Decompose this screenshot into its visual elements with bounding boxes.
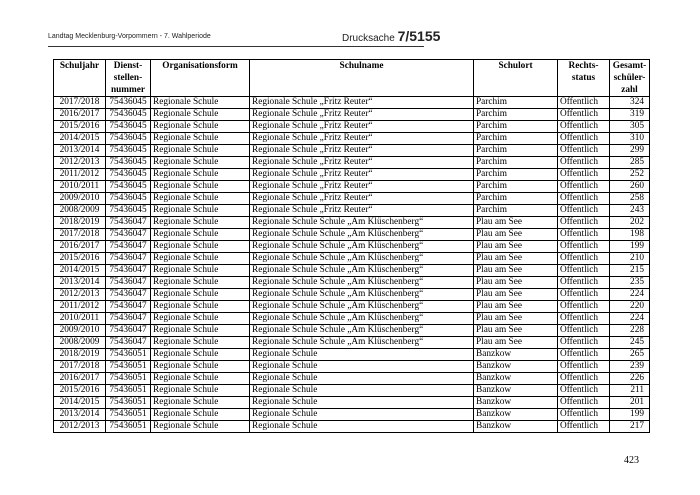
- cell-schuljahr: 2015/2016: [54, 385, 106, 397]
- table-row: [54, 373, 650, 385]
- cell-dienststellennummer: 75436047: [106, 337, 151, 349]
- cell-dienststellennummer: 75436045: [106, 205, 151, 217]
- cell-rechtsstatus: Öffentlich: [558, 265, 610, 277]
- cell-schulort: Plau am See: [474, 217, 558, 229]
- cell-dienststellennummer: 75436051: [106, 349, 151, 361]
- cell-schulname: Regionale Schule Schule „Am Klüschenberg“: [250, 241, 474, 253]
- table-row: [54, 409, 650, 421]
- cell-gesamtschuelerzahl: 305: [610, 121, 650, 133]
- cell-gesamtschuelerzahl: 211: [610, 385, 650, 397]
- cell-schulort: Parchim: [474, 169, 558, 181]
- cell-schulort: Banzkow: [474, 385, 558, 397]
- cell-schulort: Parchim: [474, 157, 558, 169]
- table-row: [54, 193, 650, 205]
- cell-schuljahr: 2014/2015: [54, 397, 106, 409]
- cell-rechtsstatus: Öffentlich: [558, 217, 610, 229]
- cell-schulname: Regionale Schule „Fritz Reuter“: [250, 109, 474, 121]
- cell-schuljahr: 2013/2014: [54, 145, 106, 157]
- table-row: [54, 361, 650, 373]
- cell-schuljahr: 2008/2009: [54, 337, 106, 349]
- cell-schulort: Plau am See: [474, 265, 558, 277]
- cell-schuljahr: 2017/2018: [54, 361, 106, 373]
- cell-schuljahr: 2018/2019: [54, 349, 106, 361]
- header-document-ref: [342, 28, 440, 44]
- cell-rechtsstatus: Öffentlich: [558, 169, 610, 181]
- cell-gesamtschuelerzahl: 202: [610, 217, 650, 229]
- cell-organisationsform: Regionale Schule: [151, 385, 250, 397]
- table-row: [54, 301, 650, 313]
- cell-organisationsform: Regionale Schule: [151, 121, 250, 133]
- table-row: [54, 145, 650, 157]
- cell-schuljahr: 2015/2016: [54, 253, 106, 265]
- header-divider: [48, 46, 424, 47]
- cell-schulname: Regionale Schule: [250, 397, 474, 409]
- table-row: [54, 289, 650, 301]
- cell-schuljahr: 2013/2014: [54, 409, 106, 421]
- cell-schuljahr: 2009/2010: [54, 325, 106, 337]
- table-row: [54, 133, 650, 145]
- cell-dienststellennummer: 75436047: [106, 241, 151, 253]
- cell-schulort: Plau am See: [474, 313, 558, 325]
- cell-rechtsstatus: Öffentlich: [558, 229, 610, 241]
- cell-schuljahr: 2015/2016: [54, 121, 106, 133]
- cell-rechtsstatus: Öffentlich: [558, 133, 610, 145]
- column-header-dienststellennummer: Dienst- stellen- nummer: [106, 60, 151, 97]
- cell-gesamtschuelerzahl: 199: [610, 241, 650, 253]
- school-statistics-table: [53, 59, 650, 433]
- cell-rechtsstatus: Öffentlich: [558, 145, 610, 157]
- cell-schuljahr: 2016/2017: [54, 109, 106, 121]
- cell-rechtsstatus: Öffentlich: [558, 253, 610, 265]
- cell-schulort: Parchim: [474, 121, 558, 133]
- cell-schulname: Regionale Schule: [250, 421, 474, 433]
- cell-organisationsform: Regionale Schule: [151, 265, 250, 277]
- cell-gesamtschuelerzahl: 258: [610, 193, 650, 205]
- cell-organisationsform: Regionale Schule: [151, 325, 250, 337]
- cell-rechtsstatus: Öffentlich: [558, 385, 610, 397]
- cell-gesamtschuelerzahl: 243: [610, 205, 650, 217]
- table-row: [54, 109, 650, 121]
- column-header-schuljahr: Schuljahr: [54, 60, 106, 97]
- cell-schulort: Parchim: [474, 181, 558, 193]
- cell-schulname: Regionale Schule Schule „Am Klüschenberg“: [250, 301, 474, 313]
- cell-rechtsstatus: Öffentlich: [558, 349, 610, 361]
- cell-gesamtschuelerzahl: 215: [610, 265, 650, 277]
- cell-gesamtschuelerzahl: 285: [610, 157, 650, 169]
- cell-schulort: Plau am See: [474, 277, 558, 289]
- cell-organisationsform: Regionale Schule: [151, 109, 250, 121]
- table-row: [54, 265, 650, 277]
- cell-schulname: Regionale Schule Schule „Am Klüschenberg“: [250, 265, 474, 277]
- cell-dienststellennummer: 75436047: [106, 301, 151, 313]
- cell-dienststellennummer: 75436045: [106, 133, 151, 145]
- cell-gesamtschuelerzahl: 226: [610, 373, 650, 385]
- table-row: [54, 157, 650, 169]
- cell-dienststellennummer: 75436047: [106, 277, 151, 289]
- cell-gesamtschuelerzahl: 224: [610, 289, 650, 301]
- cell-schuljahr: 2009/2010: [54, 193, 106, 205]
- cell-gesamtschuelerzahl: 198: [610, 229, 650, 241]
- cell-rechtsstatus: Öffentlich: [558, 193, 610, 205]
- cell-organisationsform: Regionale Schule: [151, 217, 250, 229]
- cell-schuljahr: 2017/2018: [54, 97, 106, 109]
- cell-gesamtschuelerzahl: 224: [610, 313, 650, 325]
- document-number: 7/5155: [397, 28, 441, 44]
- cell-schulort: Parchim: [474, 205, 558, 217]
- page-number: 423: [624, 455, 639, 466]
- column-header-gesamtschuelerzahl: Gesamt- schüler- zahl: [610, 60, 650, 97]
- cell-gesamtschuelerzahl: 299: [610, 145, 650, 157]
- cell-dienststellennummer: 75436051: [106, 361, 151, 373]
- cell-organisationsform: Regionale Schule: [151, 289, 250, 301]
- cell-schulort: Parchim: [474, 133, 558, 145]
- table-row: [54, 337, 650, 349]
- cell-rechtsstatus: Öffentlich: [558, 277, 610, 289]
- cell-schulort: Parchim: [474, 97, 558, 109]
- cell-gesamtschuelerzahl: 245: [610, 337, 650, 349]
- cell-organisationsform: Regionale Schule: [151, 301, 250, 313]
- cell-rechtsstatus: Öffentlich: [558, 109, 610, 121]
- cell-organisationsform: Regionale Schule: [151, 421, 250, 433]
- cell-schulort: Plau am See: [474, 325, 558, 337]
- cell-schuljahr: 2010/2011: [54, 313, 106, 325]
- cell-schulname: Regionale Schule Schule „Am Klüschenberg“: [250, 337, 474, 349]
- cell-gesamtschuelerzahl: 319: [610, 109, 650, 121]
- table-row: [54, 325, 650, 337]
- cell-dienststellennummer: 75436045: [106, 181, 151, 193]
- cell-schulname: Regionale Schule: [250, 409, 474, 421]
- cell-organisationsform: Regionale Schule: [151, 169, 250, 181]
- cell-schuljahr: 2014/2015: [54, 265, 106, 277]
- cell-rechtsstatus: Öffentlich: [558, 97, 610, 109]
- cell-organisationsform: Regionale Schule: [151, 361, 250, 373]
- cell-schulort: Plau am See: [474, 241, 558, 253]
- cell-schuljahr: 2016/2017: [54, 373, 106, 385]
- cell-rechtsstatus: Öffentlich: [558, 373, 610, 385]
- cell-schuljahr: 2012/2013: [54, 421, 106, 433]
- table-row: [54, 253, 650, 265]
- cell-gesamtschuelerzahl: 265: [610, 349, 650, 361]
- cell-schulname: Regionale Schule: [250, 361, 474, 373]
- cell-organisationsform: Regionale Schule: [151, 145, 250, 157]
- table-row: [54, 385, 650, 397]
- cell-organisationsform: Regionale Schule: [151, 253, 250, 265]
- cell-schulname: Regionale Schule Schule „Am Klüschenberg“: [250, 253, 474, 265]
- cell-schuljahr: 2011/2012: [54, 169, 106, 181]
- cell-dienststellennummer: 75436051: [106, 409, 151, 421]
- table-row: [54, 121, 650, 133]
- cell-schulname: Regionale Schule: [250, 349, 474, 361]
- cell-organisationsform: Regionale Schule: [151, 193, 250, 205]
- cell-dienststellennummer: 75436045: [106, 121, 151, 133]
- cell-rechtsstatus: Öffentlich: [558, 337, 610, 349]
- cell-dienststellennummer: 75436047: [106, 217, 151, 229]
- cell-schuljahr: 2008/2009: [54, 205, 106, 217]
- cell-rechtsstatus: Öffentlich: [558, 409, 610, 421]
- column-header-schulname: Schulname: [250, 60, 474, 97]
- cell-schuljahr: 2016/2017: [54, 241, 106, 253]
- cell-gesamtschuelerzahl: 228: [610, 325, 650, 337]
- cell-schulname: Regionale Schule Schule „Am Klüschenberg“: [250, 217, 474, 229]
- cell-dienststellennummer: 75436051: [106, 397, 151, 409]
- cell-schulort: Plau am See: [474, 301, 558, 313]
- cell-schulort: Banzkow: [474, 409, 558, 421]
- cell-gesamtschuelerzahl: 324: [610, 97, 650, 109]
- cell-gesamtschuelerzahl: 252: [610, 169, 650, 181]
- cell-organisationsform: Regionale Schule: [151, 157, 250, 169]
- cell-dienststellennummer: 75436047: [106, 325, 151, 337]
- cell-schulname: Regionale Schule Schule „Am Klüschenberg“: [250, 277, 474, 289]
- column-header-rechtsstatus: Rechts- status: [558, 60, 610, 97]
- cell-organisationsform: Regionale Schule: [151, 229, 250, 241]
- cell-gesamtschuelerzahl: 220: [610, 301, 650, 313]
- header-parliament-label: Landtag Mecklenburg-Vorpommern - 7. Wahlperiode: [48, 33, 211, 40]
- cell-gesamtschuelerzahl: 310: [610, 133, 650, 145]
- cell-schulname: Regionale Schule „Fritz Reuter“: [250, 181, 474, 193]
- cell-rechtsstatus: Öffentlich: [558, 421, 610, 433]
- cell-schulname: Regionale Schule Schule „Am Klüschenberg“: [250, 229, 474, 241]
- table-row: [54, 277, 650, 289]
- cell-schulname: Regionale Schule „Fritz Reuter“: [250, 157, 474, 169]
- cell-gesamtschuelerzahl: 239: [610, 361, 650, 373]
- cell-dienststellennummer: 75436047: [106, 289, 151, 301]
- cell-schulort: Plau am See: [474, 289, 558, 301]
- cell-organisationsform: Regionale Schule: [151, 337, 250, 349]
- cell-schulort: Plau am See: [474, 337, 558, 349]
- cell-schulname: Regionale Schule: [250, 373, 474, 385]
- cell-dienststellennummer: 75436045: [106, 109, 151, 121]
- cell-schulort: Banzkow: [474, 361, 558, 373]
- cell-schulort: Banzkow: [474, 373, 558, 385]
- cell-schulname: Regionale Schule Schule „Am Klüschenberg“: [250, 325, 474, 337]
- cell-dienststellennummer: 75436045: [106, 145, 151, 157]
- cell-gesamtschuelerzahl: 199: [610, 409, 650, 421]
- cell-schulort: Parchim: [474, 145, 558, 157]
- cell-organisationsform: Regionale Schule: [151, 349, 250, 361]
- cell-rechtsstatus: Öffentlich: [558, 361, 610, 373]
- cell-dienststellennummer: 75436051: [106, 385, 151, 397]
- cell-schulort: Banzkow: [474, 397, 558, 409]
- cell-schulort: Parchim: [474, 109, 558, 121]
- table-row: [54, 169, 650, 181]
- table-row: [54, 217, 650, 229]
- cell-gesamtschuelerzahl: 217: [610, 421, 650, 433]
- cell-rechtsstatus: Öffentlich: [558, 313, 610, 325]
- cell-dienststellennummer: 75436045: [106, 97, 151, 109]
- table-body: [54, 97, 650, 433]
- cell-dienststellennummer: 75436051: [106, 373, 151, 385]
- cell-rechtsstatus: Öffentlich: [558, 241, 610, 253]
- cell-gesamtschuelerzahl: 235: [610, 277, 650, 289]
- table-row: [54, 349, 650, 361]
- cell-schulort: Parchim: [474, 193, 558, 205]
- cell-dienststellennummer: 75436047: [106, 265, 151, 277]
- cell-dienststellennummer: 75436045: [106, 193, 151, 205]
- cell-organisationsform: Regionale Schule: [151, 409, 250, 421]
- cell-schuljahr: 2014/2015: [54, 133, 106, 145]
- cell-organisationsform: Regionale Schule: [151, 313, 250, 325]
- cell-organisationsform: Regionale Schule: [151, 133, 250, 145]
- cell-rechtsstatus: Öffentlich: [558, 301, 610, 313]
- cell-rechtsstatus: Öffentlich: [558, 181, 610, 193]
- cell-schuljahr: 2011/2012: [54, 301, 106, 313]
- cell-schuljahr: 2013/2014: [54, 277, 106, 289]
- table-row: [54, 313, 650, 325]
- cell-rechtsstatus: Öffentlich: [558, 289, 610, 301]
- table-row: [54, 97, 650, 109]
- cell-rechtsstatus: Öffentlich: [558, 325, 610, 337]
- cell-organisationsform: Regionale Schule: [151, 277, 250, 289]
- cell-schulname: Regionale Schule „Fritz Reuter“: [250, 145, 474, 157]
- cell-schulort: Banzkow: [474, 421, 558, 433]
- cell-dienststellennummer: 75436047: [106, 229, 151, 241]
- cell-organisationsform: Regionale Schule: [151, 373, 250, 385]
- document-label: Drucksache: [342, 33, 398, 44]
- cell-schulort: Plau am See: [474, 253, 558, 265]
- cell-organisationsform: Regionale Schule: [151, 97, 250, 109]
- cell-schuljahr: 2010/2011: [54, 181, 106, 193]
- cell-gesamtschuelerzahl: 201: [610, 397, 650, 409]
- cell-schulort: Plau am See: [474, 229, 558, 241]
- cell-organisationsform: Regionale Schule: [151, 241, 250, 253]
- cell-organisationsform: Regionale Schule: [151, 205, 250, 217]
- table-row: [54, 241, 650, 253]
- cell-dienststellennummer: 75436051: [106, 421, 151, 433]
- cell-schulort: Banzkow: [474, 349, 558, 361]
- cell-schulname: Regionale Schule: [250, 385, 474, 397]
- cell-gesamtschuelerzahl: 210: [610, 253, 650, 265]
- cell-dienststellennummer: 75436047: [106, 313, 151, 325]
- table-row: [54, 229, 650, 241]
- cell-schulname: Regionale Schule „Fritz Reuter“: [250, 133, 474, 145]
- cell-schulname: Regionale Schule „Fritz Reuter“: [250, 193, 474, 205]
- cell-schulname: Regionale Schule „Fritz Reuter“: [250, 121, 474, 133]
- table-header-row: [54, 60, 650, 97]
- table-row: [54, 421, 650, 433]
- cell-rechtsstatus: Öffentlich: [558, 205, 610, 217]
- cell-organisationsform: Regionale Schule: [151, 397, 250, 409]
- cell-dienststellennummer: 75436047: [106, 253, 151, 265]
- column-header-organisationsform: Organisationsform: [151, 60, 250, 97]
- cell-schulname: Regionale Schule Schule „Am Klüschenberg“: [250, 289, 474, 301]
- cell-gesamtschuelerzahl: 260: [610, 181, 650, 193]
- cell-schulname: Regionale Schule „Fritz Reuter“: [250, 97, 474, 109]
- cell-rechtsstatus: Öffentlich: [558, 157, 610, 169]
- cell-dienststellennummer: 75436045: [106, 157, 151, 169]
- column-header-schulort: Schulort: [474, 60, 558, 97]
- cell-schulname: Regionale Schule „Fritz Reuter“: [250, 205, 474, 217]
- table-row: [54, 397, 650, 409]
- cell-schuljahr: 2012/2013: [54, 157, 106, 169]
- cell-schulname: Regionale Schule Schule „Am Klüschenberg“: [250, 313, 474, 325]
- cell-schuljahr: 2018/2019: [54, 217, 106, 229]
- cell-schuljahr: 2017/2018: [54, 229, 106, 241]
- cell-schuljahr: 2012/2013: [54, 289, 106, 301]
- cell-rechtsstatus: Öffentlich: [558, 397, 610, 409]
- table-row: [54, 205, 650, 217]
- cell-schulname: Regionale Schule „Fritz Reuter“: [250, 169, 474, 181]
- cell-rechtsstatus: Öffentlich: [558, 121, 610, 133]
- table-row: [54, 181, 650, 193]
- cell-dienststellennummer: 75436045: [106, 169, 151, 181]
- cell-organisationsform: Regionale Schule: [151, 181, 250, 193]
